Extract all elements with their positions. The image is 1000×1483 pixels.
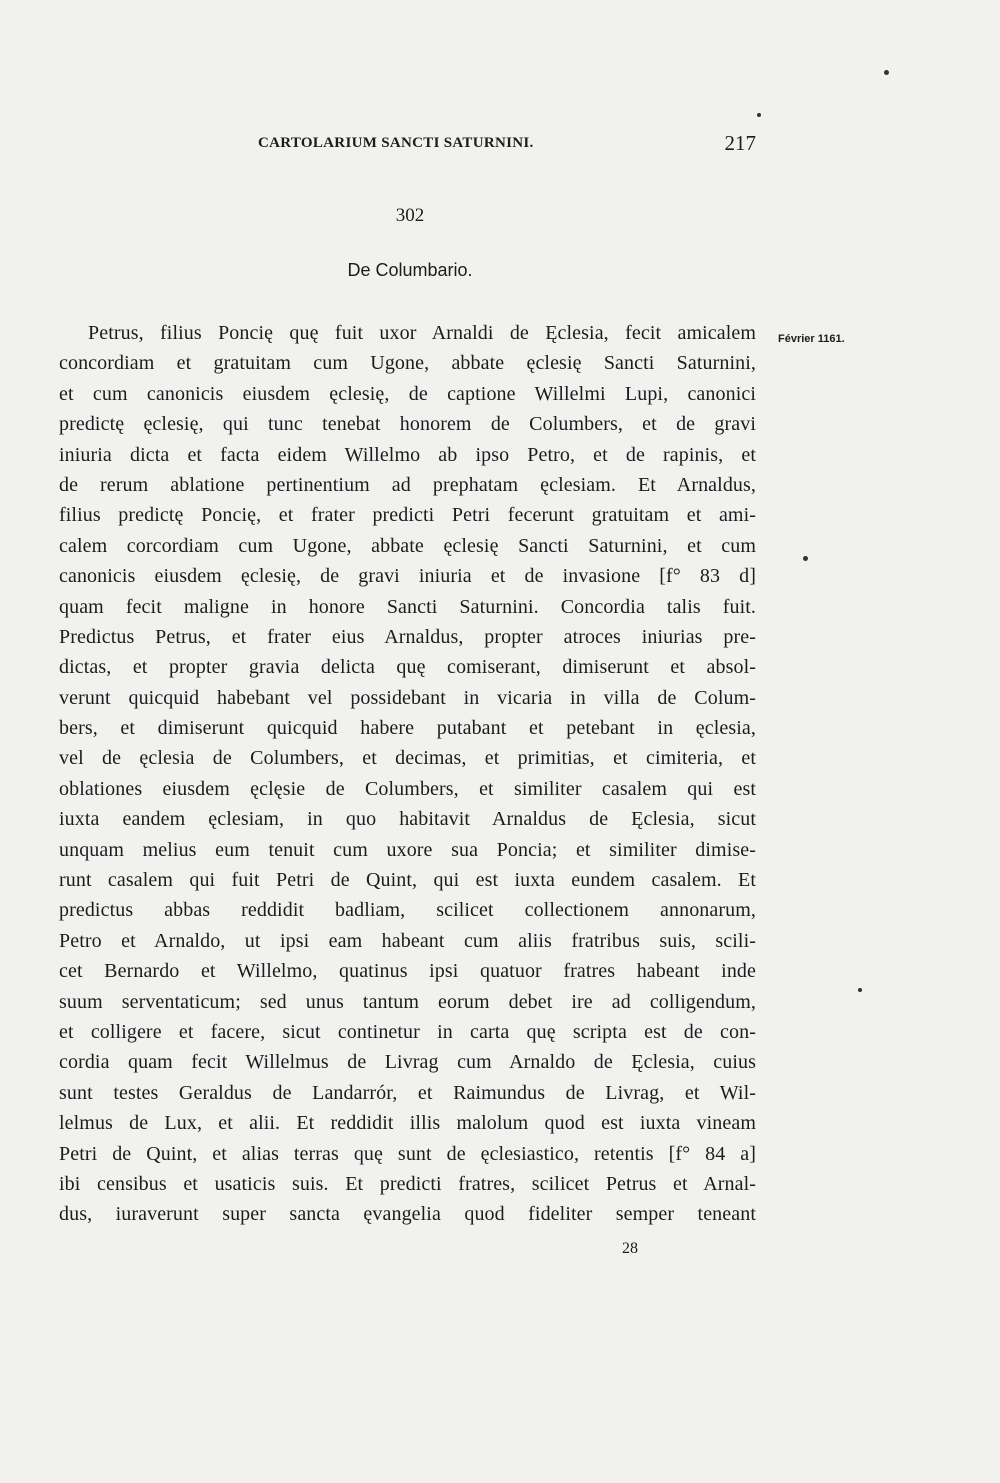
text-line: de rerum ablatione pertinentium ad prephatam ęclesiam. Et Arnaldus,: [59, 473, 756, 496]
document-number: 302: [395, 205, 425, 226]
ink-speck: [884, 70, 889, 75]
running-title: CARTOLARIUM SANCTI SATURNINI.: [258, 135, 534, 151]
text-line: filius predictę Poncię, et frater predicti Petri fecerunt gratuitam et ami-: [59, 504, 756, 527]
running-header: [258, 133, 756, 157]
text-line: concordiam et gratuitam cum Ugone, abbate ęclesię Sancti Saturnini,: [59, 352, 756, 375]
text-line: iuxta eandem ęclesiam, in quo habitavit Arnaldus de Ęclesia, sicut: [59, 808, 756, 831]
document-title: De Columbario.: [347, 260, 473, 280]
text-line: predictę ęclesię, qui tunc tenebat honorem de Columbers, et de gravi: [59, 413, 756, 436]
ink-speck: [757, 113, 761, 117]
text-line: predictus abbas reddidit badliam, scilicet collectionem annonarum,: [59, 899, 756, 922]
text-line: iniuria dicta et facta eidem Willelmo ab ipso Petro, et de rapinis, et: [59, 443, 756, 466]
text-line: unquam melius eum tenuit cum uxore sua Poncia; et similiter dimise-: [59, 838, 756, 861]
gathering-signature: 28: [622, 1240, 638, 1257]
page-number: 217: [724, 131, 756, 155]
margin-date-note: Février 1161.: [778, 333, 845, 345]
text-line: et colligere et facere, sicut continetur in carta quę scripta est de con-: [59, 1020, 756, 1043]
text-line: sunt testes Geraldus de Landarrór, et Raimundus de Livrag, et Wil-: [59, 1081, 756, 1104]
text-line: runt casalem qui fuit Petri de Quint, qui est iuxta eundem casalem. Et: [59, 869, 756, 892]
text-line: verunt quicquid habebant vel possidebant in vicaria in villa de Colum-: [59, 686, 756, 709]
text-line: oblationes eiusdem ęclęsie de Columbers, et similiter casalem qui est: [59, 777, 756, 800]
text-line: et cum canonicis eiusdem ęclesię, de captione Willelmi Lupi, canonici: [59, 382, 756, 405]
text-line: lelmus de Lux, et alii. Et reddidit illis malolum quod est iuxta vineam: [59, 1112, 756, 1135]
text-line: Petrus, filius Poncię quę fuit uxor Arnaldi de Ęclesia, fecit amicalem: [88, 322, 756, 344]
ink-speck: [858, 988, 862, 992]
text-line: dus, iuraverunt super sancta ęvangelia quod fideliter semper teneant: [59, 1203, 756, 1226]
text-line: dictas, et propter gravia delicta quę comiserant, dimiserunt et absol-: [59, 656, 756, 679]
text-line: Petri de Quint, et alias terras quę sunt de ęclesiastico, retentis [f° 84 a]: [59, 1142, 756, 1165]
text-line: calem corcordiam cum Ugone, abbate ęclesię Sancti Saturnini, et cum: [59, 534, 756, 557]
ink-speck: [803, 556, 808, 561]
text-line: cordia quam fecit Willelmus de Livrag cum Arnaldo de Ęclesia, cuius: [59, 1051, 756, 1074]
text-line: canonicis eiusdem ęclesię, de gravi iniuria et de invasione [f° 83 d]: [59, 565, 756, 588]
text-line: ibi censibus et usaticis suis. Et predicti fratres, scilicet Petrus et Arnal-: [59, 1172, 756, 1195]
text-line: vel de ęclesia de Columbers, et decimas, et primitias, et cimiteria, et: [59, 747, 756, 770]
text-line: suum serventaticum; sed unus tantum eorum debet ire ad colligendum,: [59, 990, 756, 1013]
text-line: Petro et Arnaldo, ut ipsi eam habeant cum aliis fratribus suis, scili-: [59, 929, 756, 952]
text-line: Predictus Petrus, et frater eius Arnaldus, propter atroces iniurias pre-: [59, 625, 756, 648]
text-line: bers, et dimiserunt quicquid habere putabant et petebant in ęclesia,: [59, 717, 756, 740]
text-line: quam fecit maligne in honore Sancti Saturnini. Concordia talis fuit.: [59, 595, 756, 618]
text-line: cet Bernardo et Willelmo, quatinus ipsi quatuor fratres habeant inde: [59, 960, 756, 983]
charter-text: [59, 318, 756, 1230]
